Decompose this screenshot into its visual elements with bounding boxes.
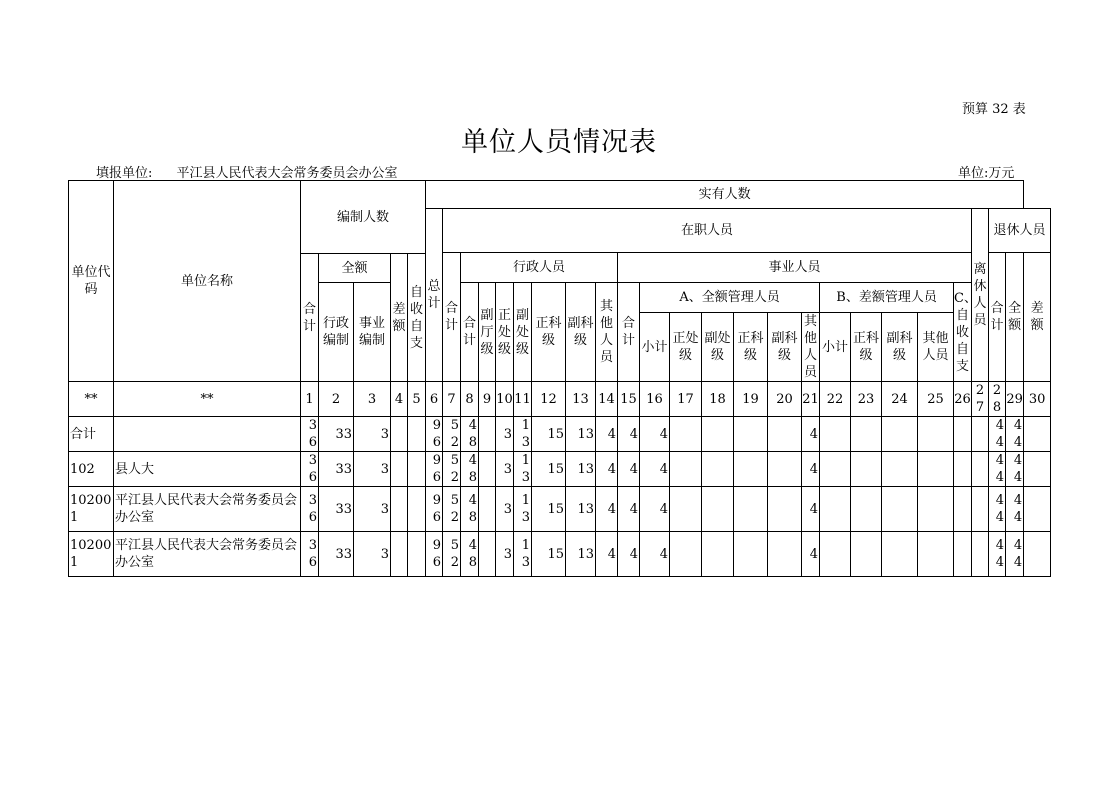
index-cell: 2 <box>319 382 354 417</box>
value-cell: 4 <box>596 532 618 577</box>
index-cell: 22 <box>820 382 851 417</box>
form-number: 预算 32 表 <box>962 102 1026 117</box>
header-a-qita: 其他人员 <box>802 313 820 382</box>
value-cell <box>820 452 851 487</box>
value-cell: 15 <box>532 532 566 577</box>
value-cell <box>670 487 702 532</box>
value-cell: 3 <box>354 532 391 577</box>
value-cell <box>702 417 734 452</box>
value-cell: 13 <box>566 532 596 577</box>
value-cell <box>391 532 408 577</box>
value-cell: 3 <box>354 417 391 452</box>
value-cell: 3 <box>496 487 514 532</box>
value-cell <box>702 452 734 487</box>
value-cell <box>408 452 426 487</box>
unit-code-cell: 102001 <box>69 487 114 532</box>
value-cell: 4 <box>596 417 618 452</box>
index-cell: 16 <box>640 382 670 417</box>
value-cell <box>851 452 882 487</box>
value-cell <box>734 452 768 487</box>
value-cell: 44 <box>989 487 1006 532</box>
header-bianzhi: 编制人数 <box>301 181 426 254</box>
value-cell: 96 <box>426 487 443 532</box>
header-group-b: B、差额管理人员 <box>820 283 954 313</box>
value-cell <box>954 452 972 487</box>
value-cell <box>734 487 768 532</box>
value-cell: 4 <box>618 532 640 577</box>
value-cell <box>479 487 496 532</box>
value-cell <box>882 487 918 532</box>
table-row <box>69 487 1051 532</box>
index-cell: 7 <box>443 382 461 417</box>
value-cell <box>479 452 496 487</box>
value-cell: 3 <box>354 452 391 487</box>
unit-name-cell <box>114 417 301 452</box>
value-cell: 13 <box>566 417 596 452</box>
value-cell <box>1024 417 1051 452</box>
value-cell <box>820 487 851 532</box>
value-cell: 13 <box>566 487 596 532</box>
value-cell: 48 <box>461 487 479 532</box>
value-cell <box>972 532 989 577</box>
value-cell: 15 <box>532 452 566 487</box>
value-cell: 48 <box>461 532 479 577</box>
index-cell: 18 <box>702 382 734 417</box>
header-zaizhi: 在职人员 <box>443 209 972 253</box>
value-cell <box>734 532 768 577</box>
value-cell: 13 <box>514 487 532 532</box>
index-cell: 23 <box>851 382 882 417</box>
header-zhengke: 正科级 <box>532 283 566 382</box>
value-cell: 13 <box>514 417 532 452</box>
header-chae: 差额 <box>391 254 408 382</box>
value-cell: 4 <box>618 487 640 532</box>
value-cell: 4 <box>596 452 618 487</box>
header-qita: 其他人员 <box>596 283 618 382</box>
value-cell: 33 <box>319 452 354 487</box>
value-cell: 44 <box>1006 487 1024 532</box>
value-cell: 4 <box>802 487 820 532</box>
value-cell <box>882 452 918 487</box>
index-cell: 19 <box>734 382 768 417</box>
index-cell: 30 <box>1024 382 1051 417</box>
value-cell <box>918 417 954 452</box>
page-title: 单位人员情况表 <box>461 127 657 158</box>
index-cell: 24 <box>882 382 918 417</box>
value-cell: 4 <box>618 417 640 452</box>
value-cell <box>670 417 702 452</box>
index-cell: 1 <box>301 382 319 417</box>
index-cell: 29 <box>1006 382 1024 417</box>
value-cell: 44 <box>1006 452 1024 487</box>
currency-unit: 单位:万元 <box>958 166 1015 181</box>
value-cell <box>670 532 702 577</box>
header-a-zhengchu: 正处级 <box>670 313 702 382</box>
index-cell: 15 <box>618 382 640 417</box>
value-cell <box>882 417 918 452</box>
index-cell: 5 <box>408 382 426 417</box>
value-cell: 33 <box>319 487 354 532</box>
index-cell: 20 <box>768 382 802 417</box>
value-cell: 15 <box>532 417 566 452</box>
header-b-zhengke: 正科级 <box>851 313 882 382</box>
index-cell: 10 <box>496 382 514 417</box>
value-cell: 4 <box>640 452 670 487</box>
unit-name-cell: 平江县人民代表大会常务委员会办公室 <box>114 532 301 577</box>
data-rows <box>69 417 1051 577</box>
filler-info <box>96 162 398 181</box>
index-cell: 14 <box>596 382 618 417</box>
value-cell <box>768 487 802 532</box>
value-cell <box>479 417 496 452</box>
value-cell: 13 <box>566 452 596 487</box>
value-cell: 33 <box>319 532 354 577</box>
value-cell <box>408 487 426 532</box>
unit-name-cell: 平江县人民代表大会常务委员会办公室 <box>114 487 301 532</box>
value-cell: 44 <box>989 452 1006 487</box>
value-cell: 3 <box>496 532 514 577</box>
value-cell <box>768 417 802 452</box>
value-cell <box>972 452 989 487</box>
value-cell <box>768 452 802 487</box>
index-cell: 11 <box>514 382 532 417</box>
value-cell: 44 <box>1006 417 1024 452</box>
header-shiyou: 实有人数 <box>426 181 1024 209</box>
header-b-fuke: 副科级 <box>882 313 918 382</box>
value-cell <box>918 452 954 487</box>
value-cell <box>391 417 408 452</box>
index-cell: 13 <box>566 382 596 417</box>
index-cell: 3 <box>354 382 391 417</box>
value-cell: 13 <box>514 452 532 487</box>
value-cell <box>954 417 972 452</box>
header-bz-heji: 合计 <box>301 254 319 382</box>
index-cell: 26 <box>954 382 972 417</box>
header-unit-name: 单位名称 <box>114 181 301 382</box>
header-tx-chae: 差额 <box>1024 253 1051 382</box>
header-unit-code: 单位代码 <box>69 181 114 382</box>
value-cell <box>670 452 702 487</box>
value-cell: 44 <box>1006 532 1024 577</box>
value-cell: 48 <box>461 452 479 487</box>
value-cell: 33 <box>319 417 354 452</box>
header-lixiu: 离休人员 <box>972 209 989 382</box>
value-cell: 96 <box>426 452 443 487</box>
filler-label: 填报单位: <box>96 166 153 181</box>
value-cell <box>851 487 882 532</box>
value-cell: 4 <box>640 487 670 532</box>
index-cell: ** <box>114 382 301 417</box>
header-xz-heji: 合计 <box>461 283 479 382</box>
value-cell <box>391 452 408 487</box>
value-cell <box>851 532 882 577</box>
index-cell: 12 <box>532 382 566 417</box>
unit-name-cell: 县人大 <box>114 452 301 487</box>
value-cell: 4 <box>640 417 670 452</box>
header-fuchu: 副处级 <box>514 283 532 382</box>
header-quane: 全额 <box>319 254 391 283</box>
value-cell <box>702 532 734 577</box>
value-cell: 36 <box>301 452 319 487</box>
value-cell <box>918 487 954 532</box>
value-cell: 44 <box>989 417 1006 452</box>
value-cell <box>408 532 426 577</box>
value-cell: 4 <box>802 417 820 452</box>
value-cell: 3 <box>354 487 391 532</box>
header-zhengchu: 正处级 <box>496 283 514 382</box>
value-cell <box>972 417 989 452</box>
header-a-xiaoji: 小计 <box>640 313 670 382</box>
header-fuke: 副科级 <box>566 283 596 382</box>
value-cell <box>972 487 989 532</box>
value-cell <box>408 417 426 452</box>
value-cell: 44 <box>989 532 1006 577</box>
index-cell: 6 <box>426 382 443 417</box>
header-xingzheng-ry: 行政人员 <box>461 253 618 283</box>
header-a-fuchu: 副处级 <box>702 313 734 382</box>
value-cell: 15 <box>532 487 566 532</box>
unit-code-cell: 102 <box>69 452 114 487</box>
header-b-qita: 其他人员 <box>918 313 954 382</box>
index-cell: ** <box>69 382 114 417</box>
header-a-zhengke: 正科级 <box>734 313 768 382</box>
index-cell: 27 <box>972 382 989 417</box>
header-zishou: 自收自支 <box>408 254 426 382</box>
header-b-xiaoji: 小计 <box>820 313 851 382</box>
value-cell <box>851 417 882 452</box>
header-tx-quane: 全额 <box>1006 253 1024 382</box>
value-cell <box>954 532 972 577</box>
header-shiye-bz: 事业编制 <box>354 283 391 382</box>
value-cell <box>820 417 851 452</box>
header-tx-heji: 合计 <box>989 253 1006 382</box>
value-cell <box>1024 532 1051 577</box>
value-cell <box>918 532 954 577</box>
value-cell: 4 <box>640 532 670 577</box>
value-cell: 36 <box>301 532 319 577</box>
header-shiye-ry: 事业人员 <box>618 253 972 283</box>
index-cell: 28 <box>989 382 1006 417</box>
header-a-fuke: 副科级 <box>768 313 802 382</box>
table-row <box>69 532 1051 577</box>
value-cell: 4 <box>802 452 820 487</box>
table-row <box>69 417 1051 452</box>
value-cell: 4 <box>596 487 618 532</box>
value-cell: 36 <box>301 487 319 532</box>
header-sy-heji: 合计 <box>618 283 640 382</box>
value-cell <box>954 487 972 532</box>
unit-code-cell: 102001 <box>69 532 114 577</box>
value-cell <box>882 532 918 577</box>
value-cell: 3 <box>496 452 514 487</box>
value-cell <box>820 532 851 577</box>
index-cell: 4 <box>391 382 408 417</box>
table-row <box>69 452 1051 487</box>
header-xingzheng-bz: 行政编制 <box>319 283 354 382</box>
filler-unit: 平江县人民代表大会常务委员会办公室 <box>176 166 398 181</box>
index-cell: 8 <box>461 382 479 417</box>
header-tuixiu: 退休人员 <box>989 209 1051 253</box>
index-cell: 21 <box>802 382 820 417</box>
header-futing: 副厅级 <box>479 283 496 382</box>
value-cell: 13 <box>514 532 532 577</box>
value-cell: 36 <box>301 417 319 452</box>
value-cell <box>391 487 408 532</box>
index-cell: 9 <box>479 382 496 417</box>
value-cell: 96 <box>426 417 443 452</box>
value-cell: 52 <box>443 487 461 532</box>
unit-code-cell: 合计 <box>69 417 114 452</box>
value-cell: 4 <box>802 532 820 577</box>
value-cell <box>734 417 768 452</box>
header-group-a: A、全额管理人员 <box>640 283 820 313</box>
index-cell: 17 <box>670 382 702 417</box>
index-cell: 25 <box>918 382 954 417</box>
value-cell <box>768 532 802 577</box>
header-zongji: 总计 <box>426 209 443 382</box>
value-cell: 52 <box>443 417 461 452</box>
value-cell: 52 <box>443 452 461 487</box>
value-cell <box>479 532 496 577</box>
personnel-table <box>68 180 1051 577</box>
value-cell <box>1024 452 1051 487</box>
value-cell: 48 <box>461 417 479 452</box>
value-cell: 52 <box>443 532 461 577</box>
value-cell: 3 <box>496 417 514 452</box>
value-cell: 96 <box>426 532 443 577</box>
value-cell <box>1024 487 1051 532</box>
value-cell <box>702 487 734 532</box>
value-cell: 4 <box>618 452 640 487</box>
header-group-c: C、自收自支 <box>954 283 972 382</box>
header-zz-heji: 合计 <box>443 253 461 382</box>
